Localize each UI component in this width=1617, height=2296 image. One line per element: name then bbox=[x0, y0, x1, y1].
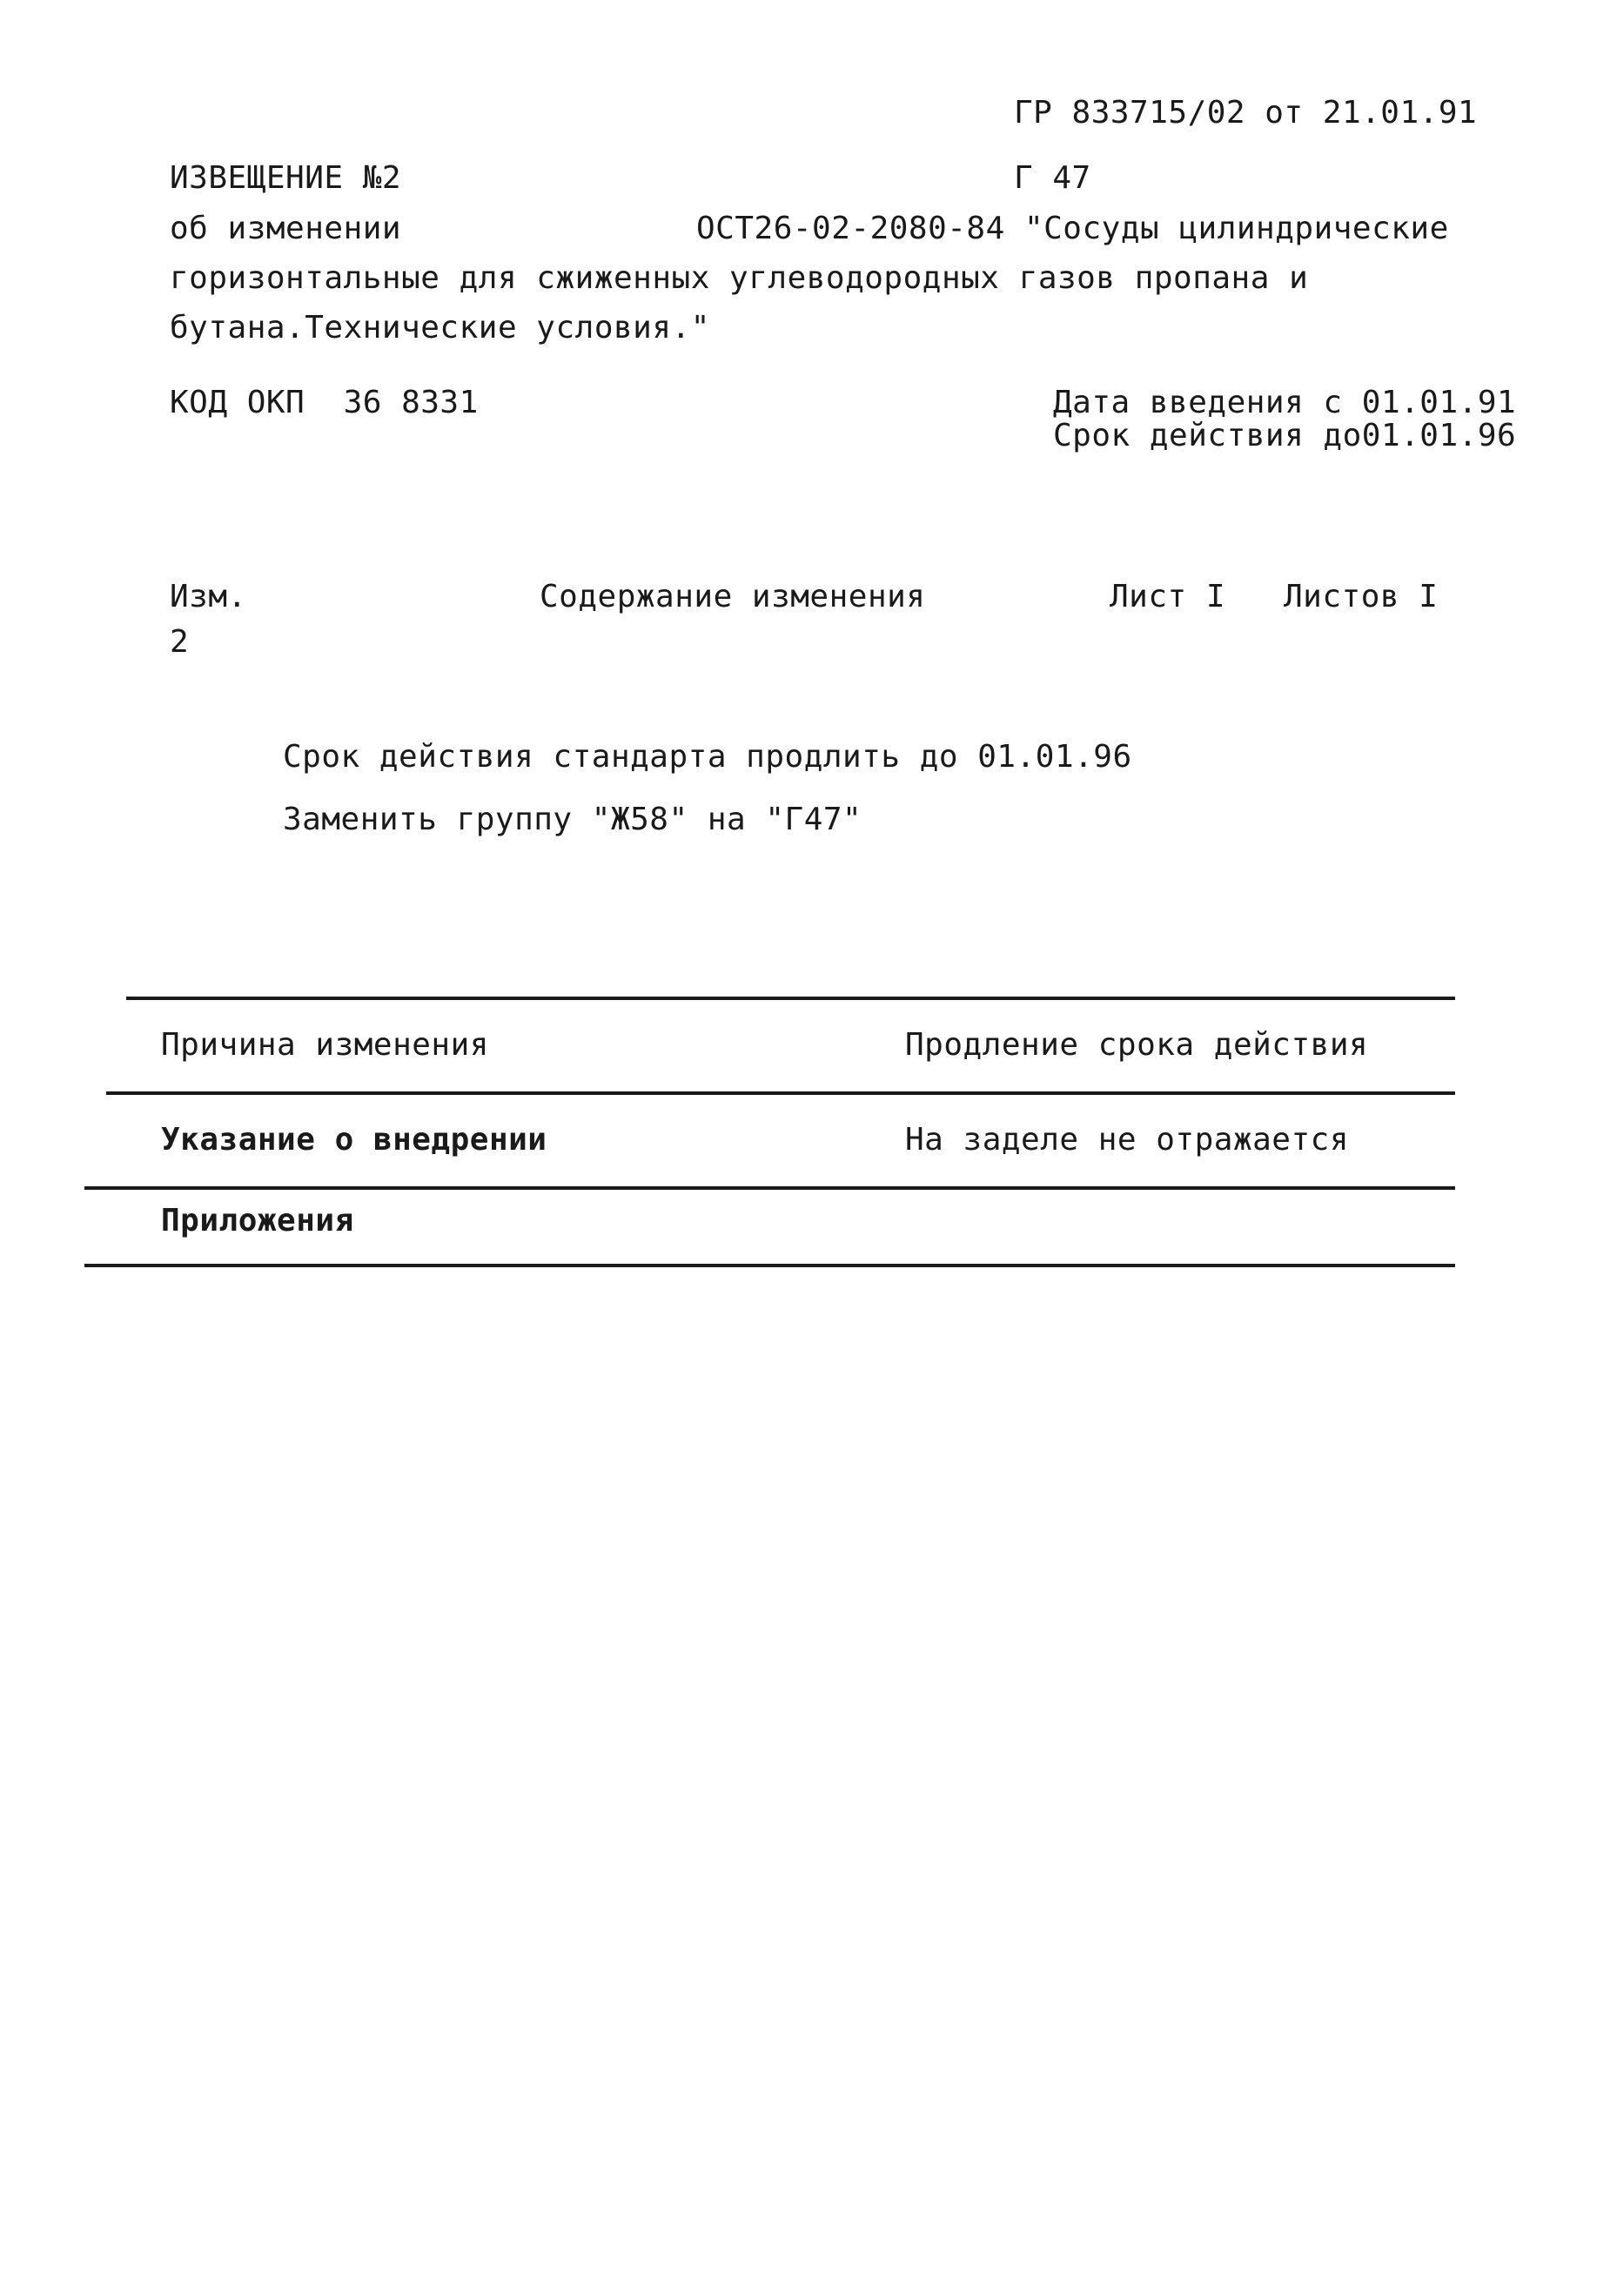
implementation-label: Указание о внедрении bbox=[161, 1122, 547, 1158]
table-top-rule bbox=[126, 997, 1455, 1000]
sheet-label: Лист I bbox=[1110, 579, 1226, 614]
introduction-date: Дата введения с 01.01.91 bbox=[1053, 385, 1517, 420]
table-bottom-rule bbox=[84, 1264, 1455, 1267]
standard-title-line3: бутана.Технические условия." bbox=[170, 310, 710, 346]
table-row-rule-2 bbox=[84, 1186, 1455, 1190]
registration-number: ГР 833715/02 от 21.01.91 bbox=[1014, 95, 1478, 131]
validity-date: Срок действия до01.01.96 bbox=[1053, 418, 1517, 453]
reason-label: Причина изменения bbox=[161, 1027, 489, 1063]
change-content-line2: Заменить группу "Ж58" на "Г47" bbox=[283, 802, 862, 837]
standard-title-line1: ОСТ26-02-2080-84 "Сосуды цилиндрические bbox=[696, 211, 1449, 246]
about-change-label: об изменении bbox=[170, 211, 402, 246]
implementation-value: На заделе не отражается bbox=[905, 1122, 1349, 1158]
change-content-line1: Срок действия стандарта продлить до 01.01.96 bbox=[283, 739, 1132, 775]
reason-value: Продление срока действия bbox=[905, 1027, 1369, 1063]
content-of-change-label: Содержание изменения bbox=[540, 579, 926, 614]
notice-title: ИЗВЕЩЕНИЕ №2 bbox=[170, 160, 402, 196]
table-row-rule-1 bbox=[106, 1091, 1455, 1095]
standard-title-line2: горизонтальные для сжиженных углеводородных газов пропана и bbox=[170, 260, 1309, 296]
change-number: 2 bbox=[170, 624, 190, 660]
attachments-label: Приложения bbox=[161, 1203, 354, 1239]
group-code: Г 47 bbox=[1014, 160, 1091, 196]
change-label: Изм. bbox=[170, 579, 247, 614]
sheets-total-label: Листов I bbox=[1284, 579, 1439, 614]
okp-code: КОД ОКП 36 8331 bbox=[170, 385, 479, 420]
